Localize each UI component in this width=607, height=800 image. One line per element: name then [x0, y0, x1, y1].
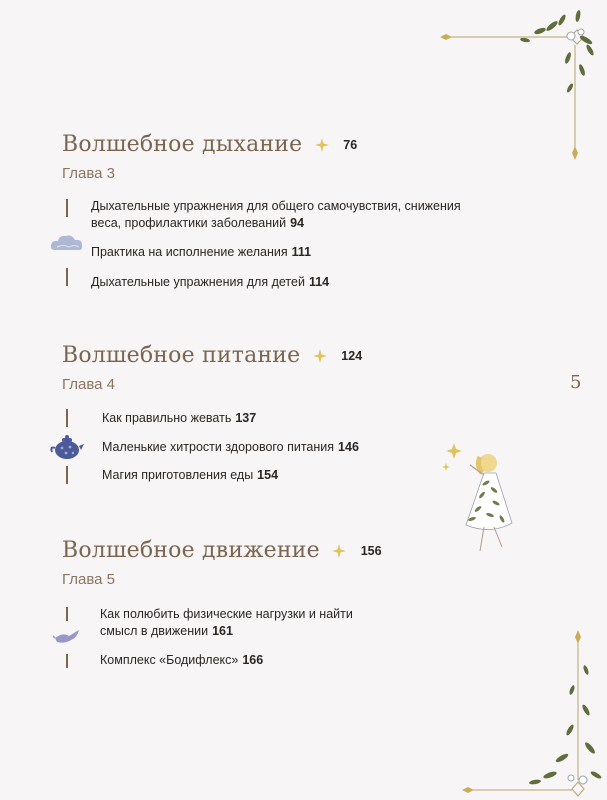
divider-bar: [66, 409, 68, 427]
page-number: 5: [570, 372, 582, 393]
sparkle-icon: [332, 544, 346, 558]
floral-corner-bottom-right-icon: [450, 630, 607, 800]
section-page-number: 156: [360, 543, 382, 558]
chapter-label: Глава 5: [62, 571, 116, 588]
bird-icon: [53, 628, 83, 646]
toc-entry[interactable]: Магия приготовления еды 154: [102, 468, 279, 482]
divider-bar: [66, 466, 68, 484]
divider-bar: [66, 268, 68, 286]
section-page-number: 124: [341, 348, 363, 363]
section-breathing: [62, 132, 357, 182]
divider-bar: [66, 607, 68, 621]
section-heading: [62, 132, 357, 157]
section-movement: [62, 538, 382, 588]
entry-list: [102, 410, 462, 484]
toc-entry[interactable]: Как полюбить физические нагрузки и найти смысл в движении 161: [100, 607, 353, 638]
cloud-icon: [49, 232, 85, 254]
divider-bar: [66, 199, 68, 217]
section-nutrition: [62, 343, 362, 393]
toc-entry[interactable]: Практика на исполнение желания 111: [91, 245, 312, 259]
section-heading: [62, 343, 362, 368]
chapter-label: Глава 3: [62, 165, 116, 182]
floral-corner-top-right-icon: [440, 10, 600, 160]
entry-list: [100, 606, 430, 669]
sparkle-icon: [315, 138, 329, 152]
entry-list: [91, 198, 491, 290]
toc-entry[interactable]: Маленькие хитрости здорового питания 146: [102, 439, 359, 454]
toc-entry[interactable]: Дыхательные упражнения для общего самочувствия, снижения веса, профилактики заболеваний 94: [91, 199, 461, 230]
chapter-label: Глава 4: [62, 376, 116, 393]
section-heading: [62, 538, 382, 563]
section-page-number: 76: [343, 137, 358, 152]
section-title: Волшебное движение: [62, 538, 320, 563]
section-title: Волшебное дыхание: [62, 132, 303, 157]
section-title: Волшебное питание: [62, 343, 301, 368]
divider-bar: [66, 654, 68, 668]
toc-entry[interactable]: Как правильно жевать 137: [102, 411, 257, 425]
teapot-icon: [50, 434, 84, 460]
sparkle-icon: [313, 349, 327, 363]
toc-entry[interactable]: Комплекс «Бодифлекс» 166: [100, 653, 264, 667]
toc-entry[interactable]: Дыхательные упражнения для детей 114: [91, 274, 330, 289]
